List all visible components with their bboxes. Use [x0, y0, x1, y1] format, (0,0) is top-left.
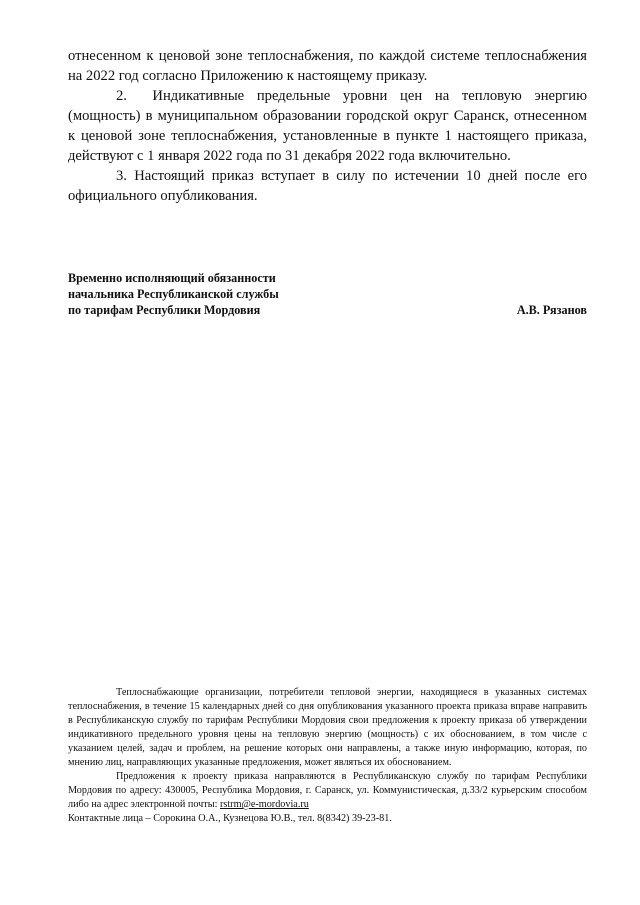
footer-paragraph-2 [68, 770, 587, 812]
paragraph-2-text: Индикативные предельные уровни цен на тепловую энергию (мощность) в муниципальном образовании городской округ Саранск, отнесенном к ценовой зоне теплоснабжения, установленные в пункте 1 настоящего приказа, действуют с 1 января 2022 года по 31 декабря 2022 года включительно. [68, 88, 588, 164]
paragraph-2-number: 2. [116, 88, 127, 104]
order-body [68, 46, 587, 206]
signer-line [68, 302, 587, 318]
footer-contacts: Контактные лица – Сорокина О.А., Кузнецова Ю.В., тел. 8(8342) 39-23-81. [68, 813, 392, 824]
footer-notice [68, 686, 587, 826]
signature-block [68, 270, 587, 318]
paragraph-3: 3. Настоящий приказ вступает в силу по истечении 10 дней после его официального опубликования. [68, 168, 587, 204]
signer-name: А.В. Рязанов [516, 303, 587, 317]
signer-title-line-1: Временно исполняющий обязанности [68, 271, 276, 285]
paragraph-2 [68, 86, 587, 166]
email-link[interactable]: rstrm@e-mordovia.ru [219, 799, 309, 810]
signer-title-line-3: по тарифам Республики Мордовия [68, 303, 261, 317]
footer-paragraph-1: Теплоснабжающие организации, потребители тепловой энергии, находящиеся в указанных системах теплоснабжения, в течение 15 календарных дней со дня опубликования указанного проекта приказа вправе направить в Республиканскую службу по тарифам Республики Мордовия свои предложения к проекту приказа об утверждении индикативного предельного уровня цены на тепловую энергию (мощность) с их обоснованием, в том числе с указанием целей, задач и проблем, на решение которых они направлены, а также иную информацию, которая, по мнению лиц, направляющих указанные предложения, может являться их обоснованием. [68, 687, 587, 768]
footer-address-text: Предложения к проекту приказа направляются в Республиканскую службу по тарифам Республики Мордовия по адресу: 430005, Республика Мордовия, г. Саранск, ул. Коммунистическая, д.33/2 курьерским способом либо на адрес электронной почты: [68, 771, 587, 810]
signer-title-line-2: начальника Республиканской службы [68, 287, 279, 301]
paragraph-1-continuation: отнесенном к ценовой зоне теплоснабжения, по каждой системе теплоснабжения на 2022 год согласно Приложению к настоящему приказу. [68, 48, 587, 84]
